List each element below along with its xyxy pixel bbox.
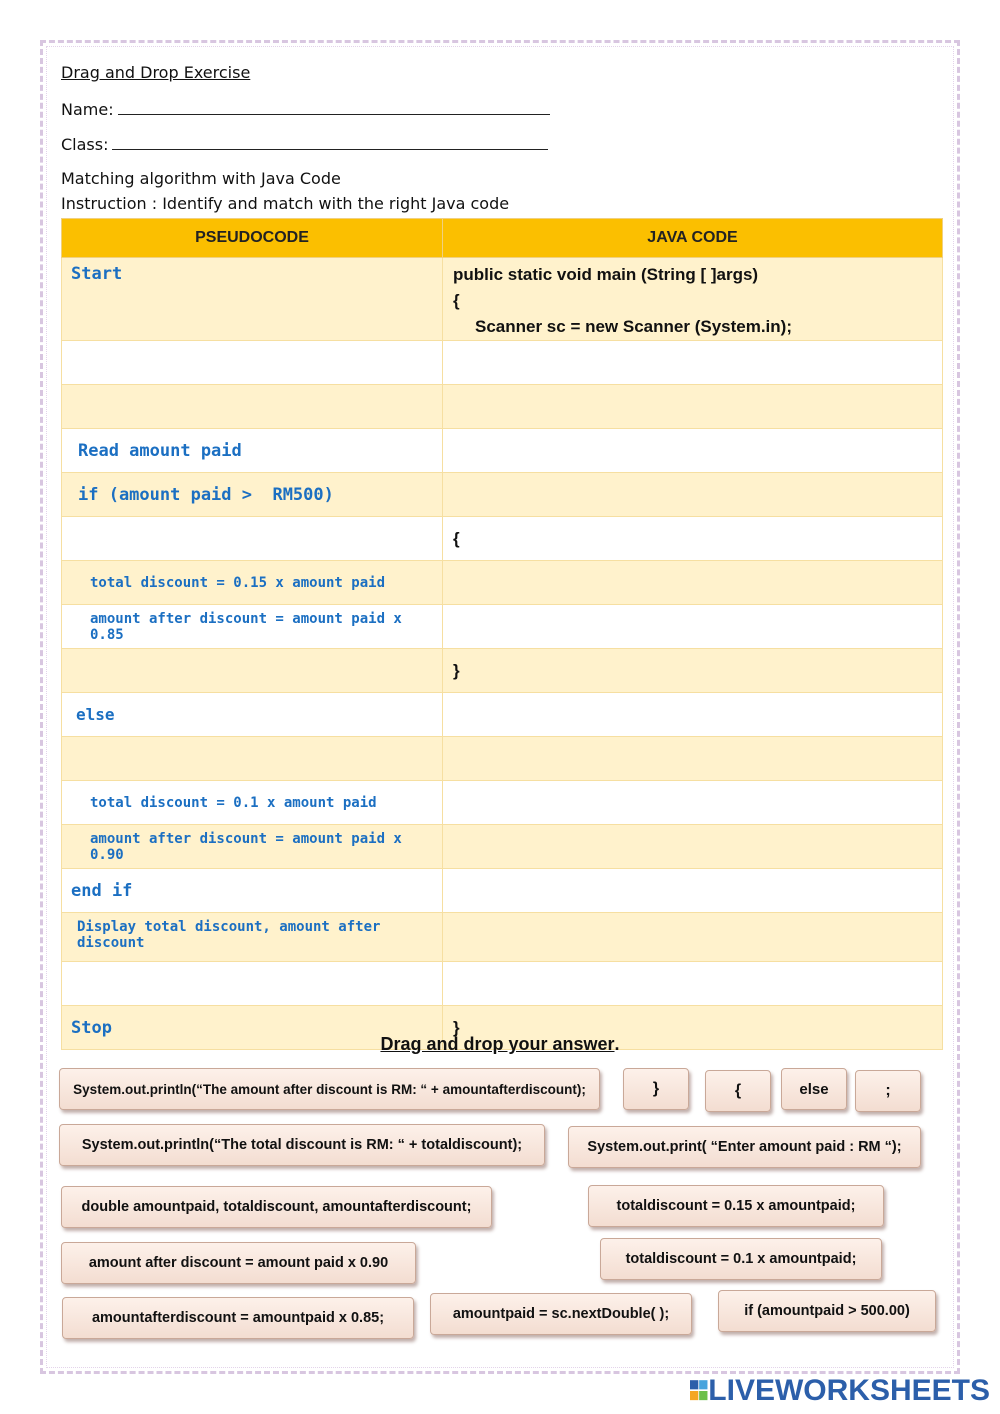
pseudocode-cell: end if [62,869,443,913]
class-blank [112,133,548,150]
answer-chip-next-double[interactable]: amountpaid = sc.nextDouble( ); [430,1293,692,1335]
java-code-cell: } [443,1006,943,1050]
pseudocode-cell: total discount = 0.1 x amount paid [62,781,443,825]
java-drop-zone[interactable] [443,962,943,1006]
pseudocode-cell [62,341,443,385]
table-row [62,517,943,561]
table-row [62,825,943,869]
table-row [62,341,943,385]
pseudocode-cell: Start [62,258,443,341]
answer-chip-open-brace[interactable]: { [705,1070,771,1112]
java-line: public static void main (String [ ]args) [453,265,759,284]
java-drop-zone[interactable] [443,429,943,473]
answer-chip-close-brace[interactable]: } [623,1068,689,1110]
pseudocode-cell: Display total discount, amount after discount [62,913,443,962]
table-row [62,649,943,693]
pseudocode-cell: Read amount paid [62,429,443,473]
table-row [62,781,943,825]
java-code-header: JAVA CODE [443,219,943,258]
answer-chip-semicolon[interactable]: ; [855,1070,921,1112]
class-label: Class: [61,135,109,154]
pseudocode-cell [62,517,443,561]
answer-chip-declare-variables[interactable]: double amountpaid, totaldiscount, amountafterdiscount; [61,1186,492,1228]
pseudocode-cell: if (amount paid > RM500) [62,473,443,517]
java-drop-zone[interactable] [443,869,943,913]
java-drop-zone[interactable] [443,473,943,517]
pseudocode-cell [62,385,443,429]
class-line [61,133,548,154]
table-row [62,473,943,517]
table-row [62,385,943,429]
pseudocode-cell: else [62,693,443,737]
pseudocode-header: PSEUDOCODE [62,219,443,258]
name-label: Name: [61,100,114,119]
exercise-title: Drag and Drop Exercise [61,63,251,82]
java-drop-zone[interactable] [443,693,943,737]
table-row [62,258,943,341]
java-line: { [453,291,460,310]
answer-chip-discount-01[interactable]: totaldiscount = 0.1 x amountpaid; [600,1238,882,1280]
liveworksheets-logo [690,1374,990,1408]
pseudocode-cell: amount after discount = amount paid x 0.90 [62,825,443,869]
answer-chip-amount-085[interactable]: amountafterdiscount = amountpaid x 0.85; [62,1297,414,1339]
table-row [62,869,943,913]
java-drop-zone[interactable] [443,561,943,605]
java-code-cell: { [443,517,943,561]
pseudocode-cell [62,649,443,693]
answer-chip-print-enter-amount[interactable]: System.out.print( “Enter amount paid : RM “); [568,1126,921,1168]
java-code-cell [443,258,943,341]
java-line: Scanner sc = new Scanner (System.in); [475,317,792,336]
java-code-cell: } [443,649,943,693]
java-drop-zone[interactable] [443,605,943,649]
table-row [62,693,943,737]
logo-text: LIVEWORKSHEETS [708,1374,990,1407]
pseudocode-cell: total discount = 0.15 x amount paid [62,561,443,605]
pseudocode-cell [62,737,443,781]
table-row [62,962,943,1006]
name-line [61,98,550,119]
matching-table [61,218,943,1050]
name-blank [118,98,550,115]
answer-chip-println-total-discount[interactable]: System.out.println(“The total discount is RM: “ + totaldiscount); [59,1124,545,1166]
pseudocode-cell: Stop [62,1006,443,1050]
pseudocode-cell: amount after discount = amount paid x 0.85 [62,605,443,649]
java-drop-zone[interactable] [443,341,943,385]
java-drop-zone[interactable] [443,385,943,429]
table-row [62,737,943,781]
drag-section-title: Drag and drop your answer. [380,1034,620,1054]
liveworksheets-logo-icon [690,1378,708,1404]
pseudocode-cell [62,962,443,1006]
answer-chip-discount-015[interactable]: totaldiscount = 0.15 x amountpaid; [588,1185,884,1227]
table-row [62,429,943,473]
answer-chip-else[interactable]: else [781,1068,847,1110]
java-drop-zone[interactable] [443,825,943,869]
java-drop-zone[interactable] [443,737,943,781]
table-row [62,561,943,605]
subtitle: Matching algorithm with Java Code [61,169,341,188]
instruction: Instruction : Identify and match with the right Java code [61,194,510,213]
answer-chip-if-condition[interactable]: if (amountpaid > 500.00) [718,1290,936,1332]
table-row [62,605,943,649]
java-drop-zone[interactable] [443,781,943,825]
answer-chip-pseudo-amount-090[interactable]: amount after discount = amount paid x 0.90 [61,1242,416,1284]
table-row [62,913,943,962]
answer-chip-println-amount-after[interactable]: System.out.println(“The amount after discount is RM: “ + amountafterdiscount); [59,1068,600,1110]
java-drop-zone[interactable] [443,913,943,962]
